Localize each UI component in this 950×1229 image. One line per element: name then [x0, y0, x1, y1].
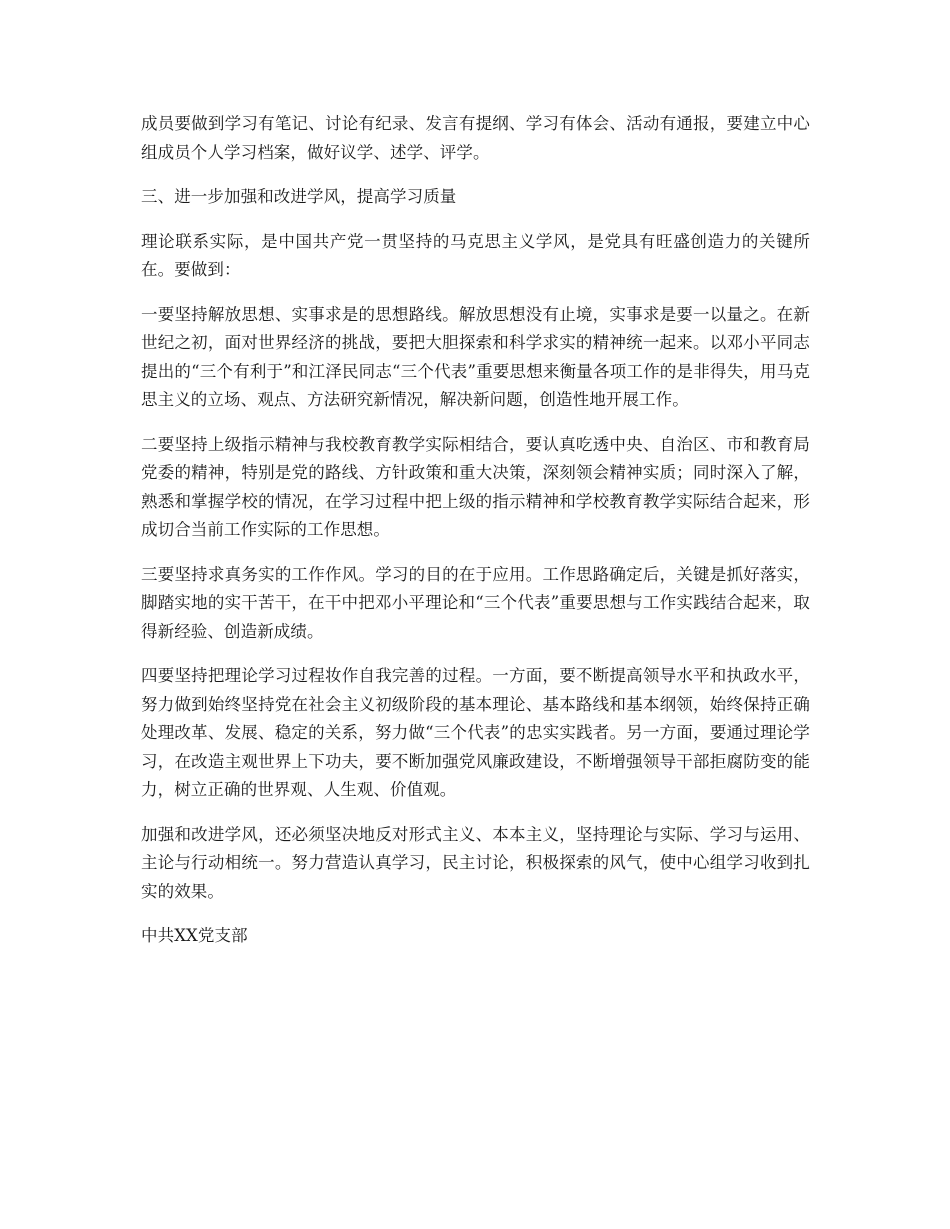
paragraph-point-4: 四要坚持把理论学习过程妆作自我完善的过程。一方面，要不断提高领导水平和执政水平，努力做到始终坚持党在社会主义初级阶段的基本理论、基本路线和基本纲领，始终保持正确处理改革、发展、稳定的关系，努力做“三个代表”的忠实实践者。另一方面，要通过理论学习，在改造主观世界上下功夫，要不断加强党风廉政建设，不断增强领导干部拒腐防变的能力，树立正确的世界观、人生观、价值观。: [141, 666, 810, 799]
paragraph-point-3: 三要坚持求真务实的工作作风。学习的目的在于应用。工作思路确定后，关键是抓好落实，脚踏实地的实干苦干，在干中把邓小平理论和“三个代表”重要思想与工作实践结合起来，取得新经验、创造新成绩。: [141, 564, 810, 641]
paragraph-point-1: 一要坚持解放思想、实事求是的思想路线。解放思想没有止境，实事求是要一以量之。在新世纪之初，面对世界经济的挑战，要把大胆探索和科学求实的精神统一起来。以邓小平同志提出的“三个有利于”和江泽民同志“三个代表”重要思想来衡量各项工作的是非得失，用马克思主义的立场、观点、方法研究新情况，解决新问题，创造性地开展工作。: [141, 304, 810, 409]
signature-line: 中共XX党支部: [141, 926, 248, 945]
paragraph-study-requirements: 成员要做到学习有笔记、讨论有纪录、发言有提纲、学习有体会、活动有通报，要建立中心组成员个人学习档案，做好议学、述学、评学。: [141, 114, 810, 162]
paragraph-conclusion: 加强和改进学风，还必须坚决地反对形式主义、本本主义，坚持理论与实际、学习与运用、主论与行动相统一。努力营造认真学习，民主讨论，积极探索的风气，使中心组学习收到扎实的效果。: [141, 824, 810, 901]
section-heading-3: 三、进一步加强和改进学风，提高学习质量: [141, 187, 457, 206]
paragraph-point-2: 二要坚持上级指示精神与我校教育教学实际相结合，要认真吃透中央、自治区、市和教育局党委的精神，特别是党的路线、方针政策和重大决策，深刻领会精神实质；同时深入了解，熟悉和掌握学校的情况，在学习过程中把上级的指示精神和学校教育教学实际结合起来，形成切合当前工作实际的工作思想。: [141, 434, 810, 539]
paragraph-theory-practice: 理论联系实际，是中国共产党一贯坚持的马克思主义学风，是党具有旺盛创造力的关键所在。要做到：: [141, 231, 810, 279]
